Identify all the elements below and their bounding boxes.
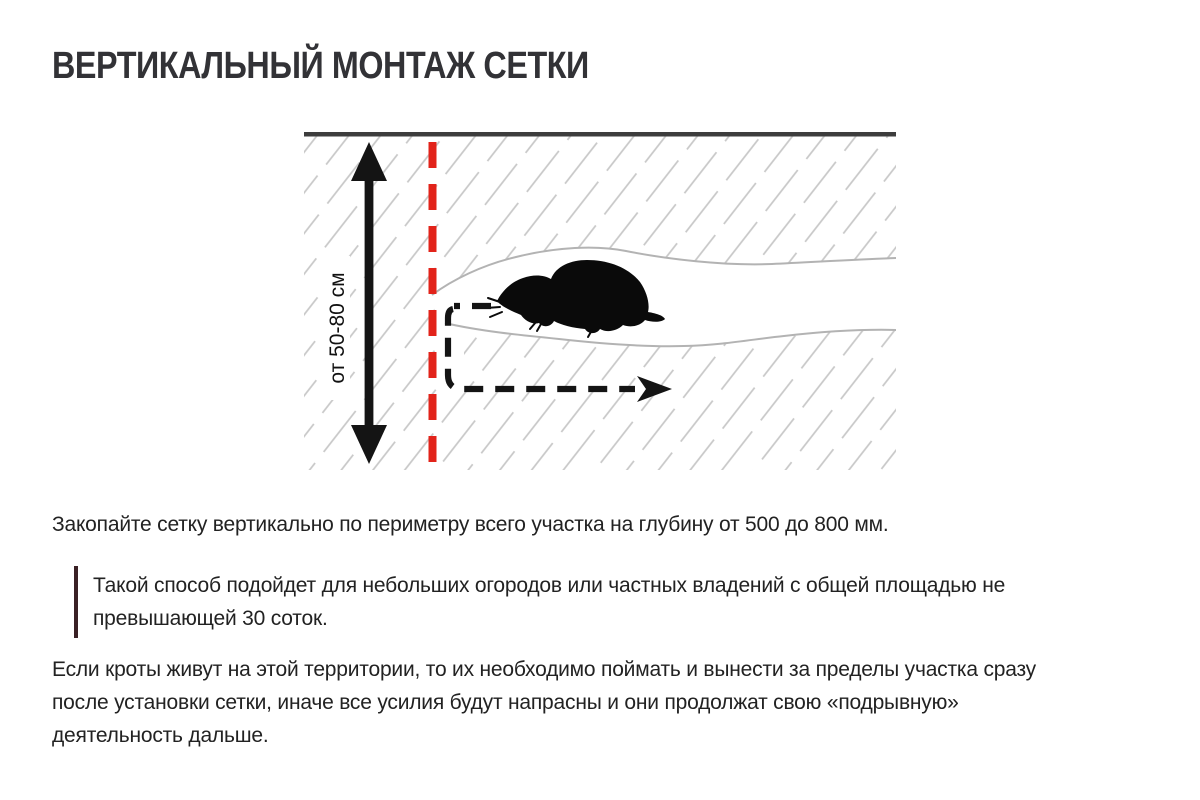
note-blockquote — [74, 566, 1148, 638]
depth-label: от 50-80 см — [326, 272, 349, 384]
paragraph-instruction: Закопайте сетку вертикально по периметру всего участка на глубину от 500 до 800 мм. — [52, 513, 889, 536]
depth-label-group — [322, 256, 350, 400]
note-text: Такой способ подойдет для небольших огородов или частных владений с общей площадью не превышающей 30 соток. — [93, 574, 1006, 630]
diagram-canvas — [304, 132, 896, 474]
vertical-mesh-installation-diagram — [304, 132, 896, 474]
paragraph-warning: Если кроты живут на этой территории, то их необходимо поймать и вынести за пределы участка сразу после установки сетки, иначе все усилия будут напрасны и они продолжат свою «подрывную» деятельность дальше. — [52, 658, 1036, 747]
page-title — [52, 0, 1148, 86]
page-title-text: ВЕРТИКАЛЬНЫЙ МОНТАЖ СЕТКИ — [52, 45, 589, 87]
ground-surface-line — [304, 132, 896, 137]
